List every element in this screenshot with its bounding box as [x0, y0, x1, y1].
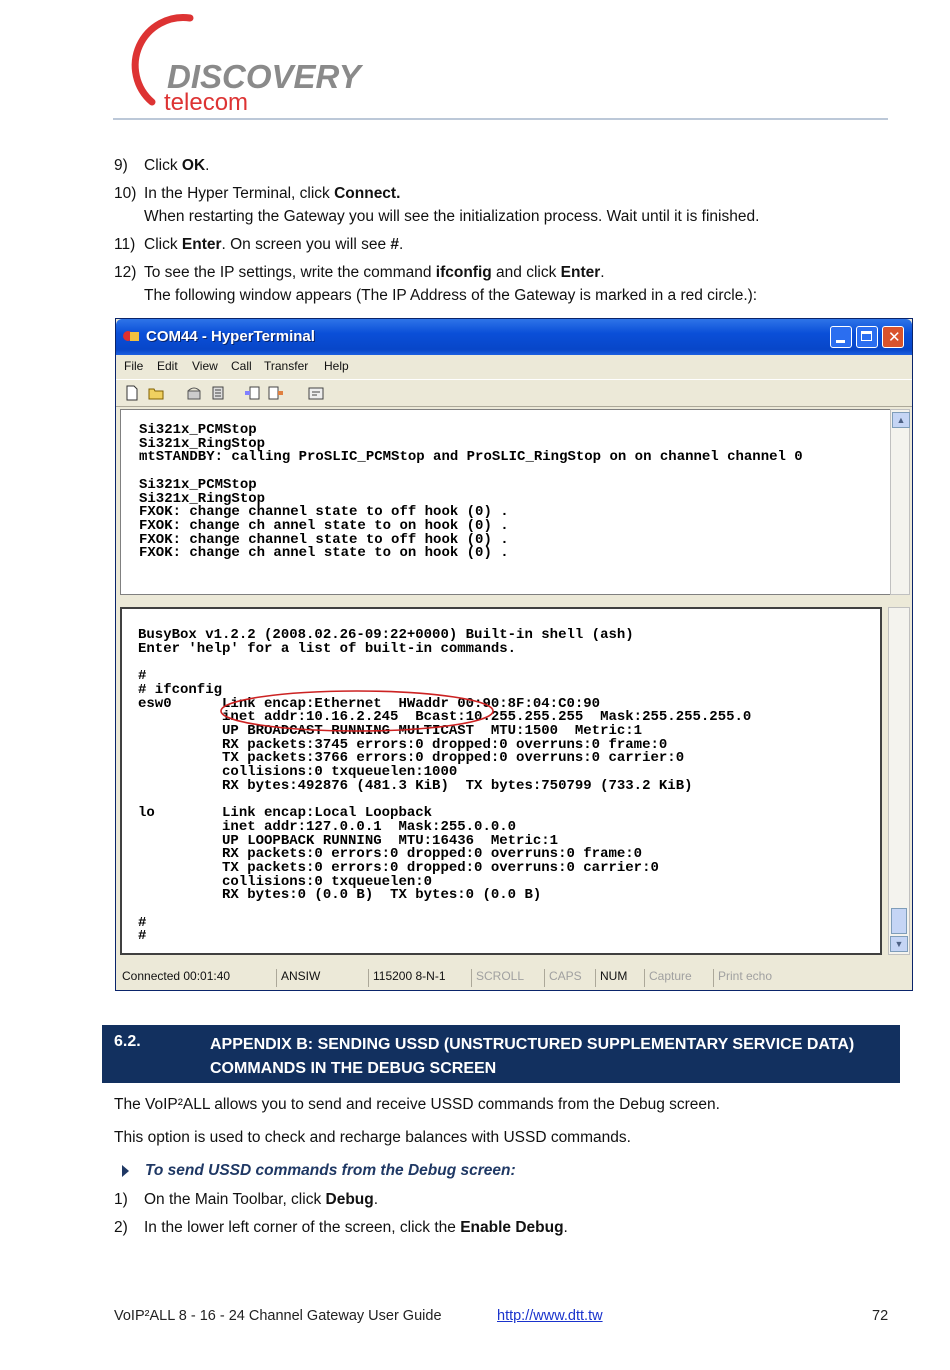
step-11 [114, 236, 403, 254]
step-text-mid: . On screen you will see [221, 236, 391, 253]
scroll-up-icon[interactable]: ▲ [892, 412, 910, 428]
step-text-mid: and click [491, 264, 561, 281]
menu-call[interactable]: Call [231, 359, 252, 373]
menu-transfer[interactable]: Transfer [264, 359, 309, 373]
step2-2 [114, 1219, 568, 1237]
step-number: 1) [114, 1191, 128, 1208]
step-text: On the Main Toolbar, click [144, 1191, 326, 1208]
ip-highlight-circle [217, 686, 497, 736]
step-text: Click [144, 236, 182, 253]
minimize-button[interactable] [830, 326, 852, 348]
step-bold-2: Enter [560, 264, 601, 281]
step-number: 2) [114, 1219, 128, 1236]
call-icon[interactable] [186, 385, 202, 401]
step-10-detail: When restarting the Gateway you will see the initialization process. Wait until it is finished. [144, 208, 760, 225]
new-icon[interactable] [124, 385, 140, 401]
close-icon: ✕ [888, 329, 901, 346]
step-text-end: . [373, 1191, 379, 1208]
triangle-bullet-icon [122, 1165, 129, 1177]
disconnect-icon[interactable] [210, 385, 226, 401]
section-header [102, 1025, 900, 1083]
step-bold: Connect. [334, 185, 401, 202]
status-port-settings: 115200 8-N-1 [368, 969, 446, 987]
page-number: 72 [872, 1308, 889, 1324]
menu-file[interactable]: File [124, 359, 144, 373]
menu-bar [116, 355, 912, 377]
status-print-echo: Print echo [713, 969, 772, 987]
menu-help[interactable]: Help [324, 359, 349, 373]
status-bar [116, 965, 912, 989]
step-10 [114, 185, 400, 203]
discovery-telecom-logo [112, 10, 372, 120]
lower-scrollbar[interactable] [888, 607, 910, 955]
minimize-icon [836, 340, 845, 343]
window-title: COM44 - HyperTerminal [146, 328, 315, 345]
maximize-button[interactable] [856, 326, 878, 348]
status-emulation: ANSIW [276, 969, 320, 987]
terminal-text-upper: Si321x_PCMStop Si321x_RingStop mtSTANDBY: calling ProSLIC_PCMStop and ProSLIC_RingStop on on channel channel 0 Si321x_PCMStop Si321x_RingStop FXOK: change channel state to off hook (0) . FXOK: change ch annel state to on hook (0) . FXOK: change channel state to off hook (0) . FXOK: change ch annel state to on hook (0) . [139, 422, 803, 562]
status-scroll: SCROLL [471, 969, 524, 987]
step-number: 10) [114, 185, 137, 202]
step-bold: OK [181, 157, 206, 174]
step-bold: Debug [325, 1191, 374, 1208]
section-title: APPENDIX B: SENDING USSD (UNSTRUCTURED SUPPLEMENTARY SERVICE DATA) COMMANDS IN THE DEBUG SCREEN [210, 1036, 855, 1077]
title-bar [116, 319, 912, 355]
step-text-end: . [399, 236, 404, 253]
maximize-icon [861, 331, 872, 341]
procedure-heading [122, 1162, 516, 1180]
step-bold: Enter [181, 236, 222, 253]
step2-1 [114, 1191, 378, 1209]
header-divider [113, 118, 888, 120]
step-12-detail: The following window appears (The IP Address of the Gateway is marked in a red circle.): [144, 287, 758, 304]
step-bold-2: # [390, 236, 399, 253]
upper-scrollbar[interactable] [890, 409, 910, 595]
close-button[interactable] [882, 326, 904, 348]
step-text: Click [144, 157, 182, 174]
step-12 [114, 264, 605, 282]
hyperterminal-icon [122, 328, 140, 344]
status-capture: Capture [644, 969, 692, 987]
procedure-title: To send USSD commands from the Debug screen: [145, 1162, 516, 1179]
open-icon[interactable] [148, 385, 164, 401]
status-caps: CAPS [544, 969, 582, 987]
scroll-down-icon[interactable]: ▼ [890, 936, 908, 952]
step-number: 11) [114, 236, 136, 253]
step-number: 9) [114, 157, 128, 174]
scroll-thumb[interactable] [891, 908, 907, 934]
step-bold: ifconfig [435, 264, 492, 281]
step-text-end: . [563, 1219, 568, 1236]
paragraph-2: This option is used to check and recharge balances with USSD commands. [114, 1129, 631, 1146]
terminal-output-lower [120, 607, 882, 955]
status-num: NUM [595, 969, 627, 987]
step-text: In the Hyper Terminal, click [144, 185, 335, 202]
menu-view[interactable]: View [192, 359, 218, 373]
section-number: 6.2. [114, 1033, 141, 1050]
hyperterminal-window [115, 318, 913, 991]
logo-subword: telecom [164, 89, 249, 116]
logo-wordmark: DISCOVERY [167, 58, 361, 95]
footer-link[interactable]: http://www.dtt.tw [497, 1308, 603, 1324]
terminal-output-upper [120, 409, 892, 595]
step-number: 12) [114, 264, 137, 281]
menu-edit[interactable]: Edit [157, 359, 178, 373]
step-bold: Enable Debug [460, 1219, 564, 1236]
status-connected: Connected 00:01:40 [122, 969, 231, 983]
step-text: To see the IP settings, write the command [144, 264, 436, 281]
step-text: In the lower left corner of the screen, click the [144, 1219, 461, 1236]
properties-icon[interactable] [308, 385, 324, 401]
pane-separator [120, 595, 910, 607]
send-icon[interactable] [244, 385, 260, 401]
toolbar [116, 379, 912, 407]
step-text-end: . [205, 157, 210, 174]
footer-title: VoIP²ALL 8 - 16 - 24 Channel Gateway User Guide [114, 1308, 442, 1324]
step-text-end: . [600, 264, 605, 281]
receive-icon[interactable] [268, 385, 284, 401]
terminal-text-lower: BusyBox v1.2.2 (2008.02.26-09:22+0000) Built-in shell (ash) Enter 'help' for a list of built-in commands. # # ifconfig esw0 Link encap:Ethernet HWaddr 00:90:8F:04:C0:90 inet addr:10.16.2.245 Bcast:10.255.255.255 Mask:255.255.255.0 UP BROADCAST RUNNING MULTICAST MTU:1500 Metric:1 RX packets:3745 errors:0 dropped:0 overruns:0 frame:0 TX packets:3766 errors:0 dropped:0 overruns:0 carrier:0 collisions:0 txqueuelen:1000 RX bytes:492876 (481.3 KiB) TX bytes:750799 (733.2 KiB) lo Link encap:Local Loopback inet addr:127.0.0.1 Mask:255.0.0.0 UP LOOPBACK RUNNING MTU:16436 Metric:1 RX packets:0 errors:0 dropped:0 overruns:0 frame:0 TX packets:0 errors:0 dropped:0 overruns:0 carrier:0 collisions:0 txqueuelen:0 RX bytes:0 (0.0 B) TX bytes:0 (0.0 B) # # [138, 627, 752, 945]
paragraph-1: The VoIP²ALL allows you to send and receive USSD commands from the Debug screen. [114, 1096, 720, 1113]
step-9 [114, 157, 209, 175]
